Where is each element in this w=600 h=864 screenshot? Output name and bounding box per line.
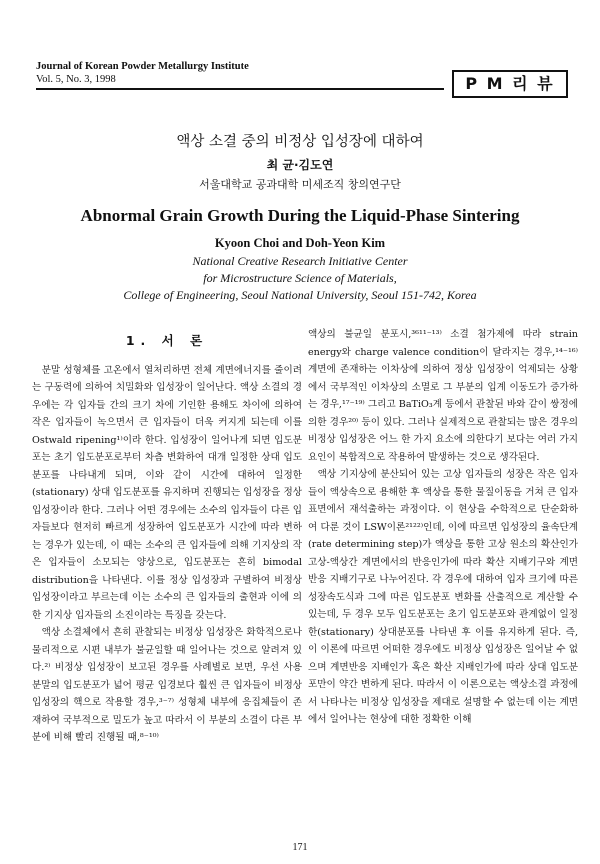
affiliation-line-1: National Creative Research Initiative Center <box>192 254 408 268</box>
journal-header <box>36 60 249 86</box>
korean-affiliation: 서울대학교 공과대학 미세조직 창의연구단 <box>199 178 401 191</box>
left-column <box>32 326 302 747</box>
affiliation-line-2: for Microstructure Science of Materials, <box>203 271 397 285</box>
category-badge: P M 리 뷰 <box>452 70 568 98</box>
journal-volume: Vol. 5, No. 3, 1998 <box>36 74 116 85</box>
page-number: 171 <box>292 842 308 853</box>
header-rule <box>36 88 444 90</box>
korean-title: 액상 소결 중의 비정상 입성장에 대하여 <box>176 134 424 150</box>
english-title: Abnormal Grain Growth During the Liquid-Phase Sintering <box>80 206 520 225</box>
journal-title: Journal of Korean Powder Metallurgy Institute <box>36 61 249 72</box>
left-paragraph-1: 분말 성형체를 고온에서 열처리하면 전체 계면에너지를 줄이려는 구동력에 의하여 치밀화와 입성장이 일어난다. 액상 소결의 경우에는 각 입자들 간의 크기 차에 기인한 용해도 차이에 의하여 작은 입자들이 녹으면서 큰 입자들이 더욱 커지게 되는데 이를 Ostwald ripening¹⁾이라 한다. 입성장이 일어나게 되면 입도분포는 초기 입도분포로부터 차츰 변화하여 대개 일정한 상대 입도분포를 나타내게 되며, 이와 같이 시간에 대하여 일정한(stationary) 상대 입도분포를 유지하며 진행되는 입성장을 정상 입성장이라 한다. 그러나 어떤 경우에는 소수의 입자들이 다른 입자들보다 현저히 빠르게 성장하여 입도분포가 시간에 따라 변하는 경우가 있는데, 이 때는 소수의 큰 입자들에 의해 기지상의 작은 입자들이 소모되는 양상으로, 입도분포는 흔히 bimodal distribution을 나타낸다. 이를 정상 입성장과 구별하여 비정상 입성장이라고 부르는데 이는 소수의 큰 입자들의 출현과 이에 의한 기지상 입자들의 소진이라는 특징을 갖는다. <box>32 364 302 621</box>
english-authors: Kyoon Choi and Doh-Yeon Kim <box>214 236 386 250</box>
section-heading: 1. 서 론 <box>125 333 209 348</box>
korean-authors: 최 균·김도연 <box>266 158 334 172</box>
affiliation-line-3: College of Engineering, Seoul National University, Seoul 151-742, Korea <box>123 288 477 302</box>
right-column <box>308 326 578 729</box>
right-paragraph-2: 액상 기지상에 분산되어 있는 고상 입자들의 성장은 작은 입자들이 액상속으로 용해한 후 액상을 통한 물질이동을 거쳐 큰 입자 표면에서 재석출하는 과정이다. 이 현상을 수학적으로 단순화하여 다룬 것이 LSW이론²¹²²⁾인데, 이에 따르면 입성장의 율속단계(rate determining step)가 액상을 통한 고상 원소의 확산인가 고상-액상간 계면에서의 반응인가에 따라 확산 지배기구와 계면반응 지배기구로 나누어진다. 각 경우에 대하여 입자 크기에 따른 성장속도식과 그에 따른 입도분포 변화를 산출적으로 계산할 수 있는데, 두 경우 모두 입도분포는 초기 입도분포와 관계없이 일정한(stationary) 상대분포를 나타낸 후 이를 유지하게 된다. 즉, 이 이론에 따르면 어떠한 경우에도 비정상 입성장은 일어날 수 없으며 계면반응 지배인가 혹은 확산 지배인가에 따라 상대 입도분포만이 약간 변하게 된다. 따라서 이 이론으로는 액상소결 과정에서 나타나는 비정상 입성장을 제대로 설명할 수 없는데 이는 계면에서 일어나는 현상에 대한 정확한 이해 <box>308 469 578 725</box>
right-paragraph-1: 액상의 불균일 분포시,³⁶¹¹⁻¹³⁾ 소결 첨가제에 따라 strain energy와 charge valence condition이 달라지는 경우,¹⁴⁻¹⁶⁾ 계면에 존재하는 이차상에 의하여 정상 입성장이 억제되는 상황에서 국부적인 이차상의 소멸로 그 부분의 입계 이동도가 증가하는 경우,¹⁷⁻¹⁹⁾ 그리고 BaTiO₃계 등에서 관찰된 바와 같이 쌍정에 의한 경우²⁰⁾ 등이 있다. 그러나 실제적으로 관찰되는 많은 경우의 비정상 입성장은 어느 한 가지 요소에 의한다기 보다는 여러 가지 요인이 복합적으로 작용하여 발생하는 것으로 생각된다. <box>308 329 578 463</box>
english-affiliation <box>0 253 600 304</box>
left-paragraph-2: 액상 소결체에서 흔히 관찰되는 비정상 입성장은 화학적으로나 물리적으로 시편 내부가 불균일할 때 일어나는 것으로 알려져 있다.²⁾ 비정상 입성장이 보고된 경우를 사례별로 보면, 우선 사용 분말의 입도분포가 넓어 평균 입경보다 훨씬 큰 입자들이 비정상 입성장의 핵으로 작용할 경우,³⁻⁷⁾ 성형체 내부에 응집체들이 존재하여 국부적으로 밀도가 높고 따라서 이 부분의 소결이 다른 부분에 비해 빨리 진행될 때,⁸⁻¹⁰⁾ <box>32 627 302 743</box>
